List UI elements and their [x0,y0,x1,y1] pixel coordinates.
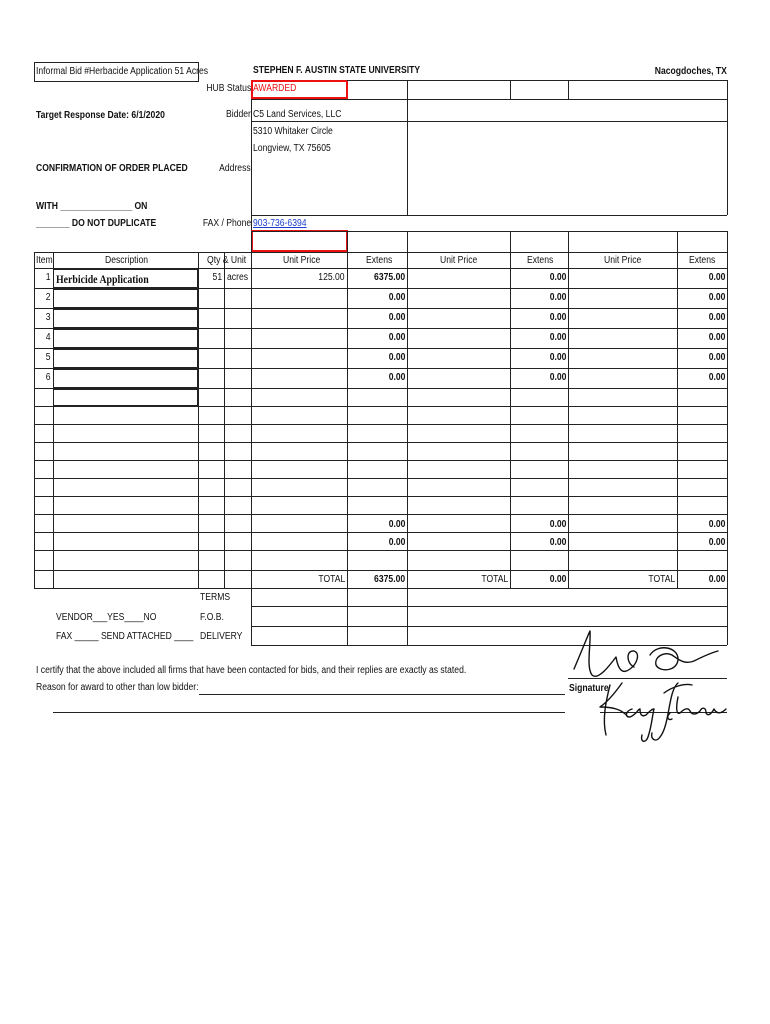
item-number: 5 [46,352,51,363]
fax-highlight-box [251,230,348,252]
item-extens-1: 0.00 [388,292,405,303]
description-box-3[interactable] [53,309,198,328]
subtotal-extens-2: 0.00 [549,519,566,530]
item-number: 2 [46,292,51,303]
subtotal-extens-1: 0.00 [388,537,405,548]
confirmation-label: CONFIRMATION OF ORDER PLACED [36,163,188,174]
item-extens-1: 6375.00 [373,272,405,283]
item-extens-3: 0.00 [708,332,725,343]
item-extens-3: 0.00 [708,292,725,303]
bidder-city: Longview, TX 75605 [253,143,331,154]
target-response-date: Target Response Date: 6/1/2020 [36,110,165,121]
signature-label: Signature [569,683,609,694]
reason-line-2 [53,712,565,713]
item-unit: acres [227,272,249,283]
item-extens-1: 0.00 [388,312,405,323]
bidder-label: Bidder [226,109,251,120]
city-label: Nacogdoches, TX [654,66,727,77]
item-qty: 51 [212,272,222,283]
item-number: 1 [46,272,51,283]
with-on-line: WITH _______________ ON [36,201,148,212]
description-box-7[interactable] [53,389,198,406]
item-number: 4 [46,332,51,343]
item-extens-1: 0.00 [388,332,405,343]
col-qty-unit: Qty & Unit [207,255,247,266]
col-unit-price-2: Unit Price [440,255,478,266]
item-extens-2: 0.00 [549,372,566,383]
do-not-duplicate: _______ DO NOT DUPLICATE [36,218,157,229]
col-item: Item [36,255,53,266]
item-extens-3: 0.00 [708,272,725,283]
item-unit-price-1: 125.00 [318,272,345,283]
fob-label: F.O.B. [200,612,224,623]
item-extens-2: 0.00 [549,332,566,343]
handwritten-signature [560,625,730,750]
item-extens-3: 0.00 [708,312,725,323]
description-box-2[interactable] [53,289,198,308]
hub-status-label: HUB Status [206,83,251,94]
col-extens-2: Extens [527,255,554,266]
delivery-label: DELIVERY [200,631,243,642]
item-extens-1: 0.00 [388,352,405,363]
description-box-5[interactable] [53,349,198,368]
col-unit-price-1: Unit Price [283,255,321,266]
total-label-1: TOTAL [318,574,345,585]
col-unit-price-3: Unit Price [604,255,642,266]
item-extens-3: 0.00 [708,372,725,383]
total-value-3: 0.00 [708,574,725,585]
reason-underline [199,694,565,695]
university-name: STEPHEN F. AUSTIN STATE UNIVERSITY [253,65,421,76]
subtotal-extens-1: 0.00 [388,519,405,530]
item-description: Herbicide Application [56,272,149,286]
total-label-2: TOTAL [481,574,508,585]
col-extens-1: Extens [366,255,393,266]
description-box-4[interactable] [53,329,198,348]
item-extens-2: 0.00 [549,272,566,283]
vendor-line: VENDOR___YES____NO [56,612,157,623]
certify-statement: I certify that the above included all firms that have been contacted for bids, and their replies are exactly as stated. [36,665,467,676]
item-number: 3 [46,312,51,323]
fax-phone-label: FAX / Phone [202,218,251,229]
item-extens-2: 0.00 [549,292,566,303]
bidder-street: 5310 Whitaker Circle [253,126,333,137]
col-extens-3: Extens [689,255,716,266]
total-value-1: 6375.00 [373,574,405,585]
terms-label: TERMS [200,592,231,603]
item-extens-3: 0.00 [708,352,725,363]
reason-label: Reason for award to other than low bidder: [36,682,199,693]
fax-send-line: FAX _____ SEND ATTACHED ____ [56,631,194,642]
subtotal-extens-3: 0.00 [708,519,725,530]
bidder-name: C5 Land Services, LLC [253,109,342,120]
hub-status-value: AWARDED [253,83,297,94]
address-label: Address [219,163,251,174]
subtotal-extens-3: 0.00 [708,537,725,548]
col-description: Description [105,255,149,266]
total-label-3: TOTAL [648,574,675,585]
total-value-2: 0.00 [549,574,566,585]
signature-name [640,760,690,772]
item-number: 6 [46,372,51,383]
description-box-6[interactable] [53,369,198,388]
fax-phone-link[interactable]: 903-736-6394 [253,218,307,229]
item-extens-1: 0.00 [388,372,405,383]
item-extens-2: 0.00 [549,352,566,363]
bid-title: Informal Bid #Herbacide Application 51 Acres [36,66,209,77]
subtotal-extens-2: 0.00 [549,537,566,548]
item-extens-2: 0.00 [549,312,566,323]
